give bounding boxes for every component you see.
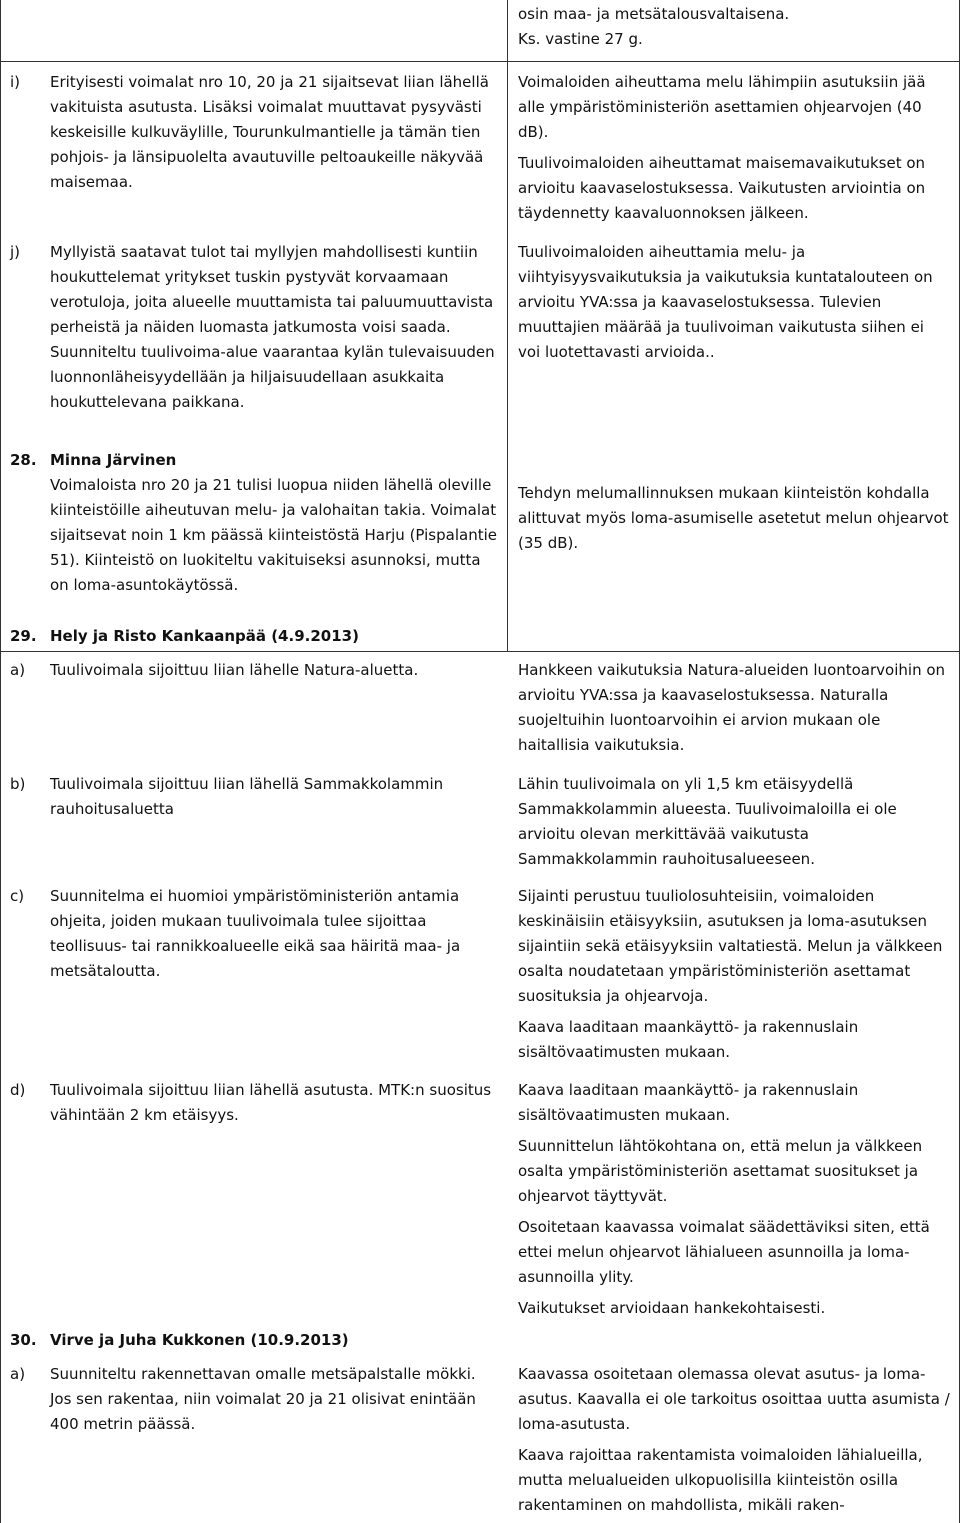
comment-text: Erityisesti voimalat nro 10, 20 ja 21 sijaitsevat liian lähellä vakituista asutusta. Lisäksi voimalat muuttavat pysyvästi keskeisille kulkuväylille, Tourunkulmantielle ja tämän tien pohjois- ja länsipuolelta avautuville peltoaukeille näkyvää maisemaa. (50, 73, 489, 191)
top-right-cell (518, 2, 950, 52)
comment-29-b (10, 772, 498, 822)
response-text: Suunnittelun lähtökohtana on, että melun ja välkkeen osalta ympäristöministeriön asettamat suositukset ja ohjearvot täyttyvät. (518, 1137, 923, 1205)
comment-text: Tuulivoimala sijoittuu liian lähellä Sammakkolammin rauhoitusaluetta (50, 775, 444, 818)
response-text: Kaava laaditaan maankäyttö- ja rakennuslain sisältövaatimusten mukaan. (518, 1081, 859, 1124)
response-30-a (518, 1362, 950, 1518)
response-29-d (518, 1078, 950, 1321)
entry-number: 28. (10, 451, 37, 469)
comment-text: Voimaloista nro 20 ja 21 tulisi luopua niiden lähellä oleville kiinteistöille aiheutuvan melu- ja valohaitan takia. Voimalat sijaitsevat noin 1 km päässä kiinteistöstä Harju (Pispalantie 51). Kiinteistö on luokiteltu vakituiseksi asunnoksi, mutta on loma-asuntokäytössä. (50, 476, 497, 594)
response-text: Vaikutukset arvioidaan hankekohtaisesti. (518, 1299, 826, 1317)
entry-number: 29. (10, 627, 37, 645)
entry-number: 30. (10, 1331, 37, 1349)
response-text: Lähin tuulivoimala on yli 1,5 km etäisyydellä Sammakkolammin alueesta. Tuulivoimaloilla ei ole arvioitu olevan merkittävää vaikutusta Sammakkolammin rauhoitusalueeseen. (518, 775, 897, 868)
comment-text: Myllyistä saatavat tulot tai myllyjen mahdollisesti kuntiin houkuttelemat yritykset tuskin pystyvät korvaamaan verotuloja, joita alueelle muuttamista tai paluumuuttavista perheistä ja näiden luomasta jatkumosta voisi saada. Suunniteltu tuulivoima-alue vaarantaa kylän tulevaisuuden luonnonläheisyydellään ja hiljaisuudellaan asukkaita houkuttelevana paikkana. (50, 243, 495, 411)
comment-text: Tuulivoimala sijoittuu liian lähellä asutusta. MTK:n suositus vähintään 2 km etäisyys. (50, 1081, 492, 1124)
row-divider (1, 61, 959, 62)
response-text: Sijainti perustuu tuuliolosuhteisiin, voimaloiden keskinäisiin etäisyyksiin, asutuksen ja loma-asutuksen sijaintiin sekä etäisyyksiin valtatiestä. Melun ja välkkeen osalta noudatetaan ympäristöministeriön asettamat suosituksia ja ohjearvoja. (518, 887, 943, 1005)
entry-name: Hely ja Risto Kankaanpää (4.9.2013) (50, 627, 359, 645)
response-i (518, 70, 950, 226)
item-label: a) (10, 1365, 26, 1383)
response-29-c (518, 884, 950, 1065)
item-label: c) (10, 887, 25, 905)
response-text: Hankkeen vaikutuksia Natura-alueiden luontoarvoihin on arvioitu YVA:ssa ja kaavaselostuksessa. Naturalla suojeltuihin luontoarvoihin ei arvion mukaan ole haitallisia vaikutuksia. (518, 661, 946, 754)
response-text: Tuulivoimaloiden aiheuttamat maisemavaikutukset on arvioitu kaavaselostuksessa. Vaikutusten arviointia on täydennetty kaavaluonnoksen jälkeen. (518, 154, 926, 222)
comment-j (10, 240, 498, 415)
item-label: a) (10, 661, 26, 679)
comment-i (10, 70, 498, 195)
comment-text: Tuulivoimala sijoittuu liian lähelle Natura-aluetta. (50, 661, 419, 679)
response-28 (518, 481, 950, 556)
item-label: d) (10, 1081, 26, 1099)
item-label: b) (10, 775, 26, 793)
response-text: Kaava laaditaan maankäyttö- ja rakennuslain sisältövaatimusten mukaan. (518, 1018, 859, 1061)
reference-text: Ks. vastine 27 g. (518, 30, 643, 48)
comment-29-a (10, 658, 498, 683)
comment-text: Suunniteltu rakennettavan omalle metsäpalstalle mökki. Jos sen rakentaa, niin voimalat 20 ja 21 olisivat enintään 400 metrin päässä. (50, 1365, 476, 1433)
row-divider (1, 651, 959, 652)
continuation-text: osin maa- ja metsätalousvaltaisena. (518, 5, 790, 23)
comment-text: Suunnitelma ei huomioi ympäristöministeriön antamia ohjeita, joiden mukaan tuulivoimala tulee sijoittaa teollisuus- tai rannikkoalueelle eikä saa häiritä maa- ja metsätaloutta. (50, 887, 461, 980)
entry-30 (10, 1328, 498, 1353)
entry-28 (10, 448, 498, 598)
comment-30-a (10, 1362, 498, 1437)
comment-29-c (10, 884, 498, 984)
response-text: Osoitetaan kaavassa voimalat säädettäviksi siten, että ettei melun ohjearvot lähialueen asunnoilla ja loma-asunnoilla ylity. (518, 1218, 930, 1286)
item-label: i) (10, 73, 21, 91)
entry-29 (10, 624, 498, 649)
response-text: Kaava rajoittaa rakentamista voimaloiden lähialueilla, mutta melualueiden ulkopuolisilla kiinteistön osilla rakentaminen on mahdollista, mikäli raken- (518, 1446, 923, 1514)
comment-29-d (10, 1078, 498, 1128)
response-j (518, 240, 950, 365)
response-text: Voimaloiden aiheuttama melu lähimpiin asutuksiin jää alle ympäristöministeriön asettamien ohjearvojen (40 dB). (518, 73, 926, 141)
entry-name: Virve ja Juha Kukkonen (10.9.2013) (50, 1331, 349, 1349)
response-text: Tuulivoimaloiden aiheuttamia melu- ja viihtyisyysvaikutuksia ja vaikutuksia kuntatalouteen on arvioitu YVA:ssa ja kaavaselostuksessa. Tulevien muuttajien määrää ja tuulivoiman vaikutusta siihen ei voi luotettavasti arvioida.. (518, 243, 933, 361)
response-29-a (518, 658, 950, 758)
entry-name: Minna Järvinen (50, 451, 177, 469)
response-text: Kaavassa osoitetaan olemassa olevat asutus- ja loma-asutus. Kaavalla ei ole tarkoitus osoittaa uutta asumista / loma-asutusta. (518, 1365, 950, 1433)
item-label: j) (10, 243, 21, 261)
response-text: Tehdyn melumallinnuksen mukaan kiinteistön kohdalla alittuvat myös loma-asumiselle asetetut melun ohjearvot (35 dB). (518, 484, 949, 552)
column-divider (507, 0, 508, 651)
response-29-b (518, 772, 950, 872)
